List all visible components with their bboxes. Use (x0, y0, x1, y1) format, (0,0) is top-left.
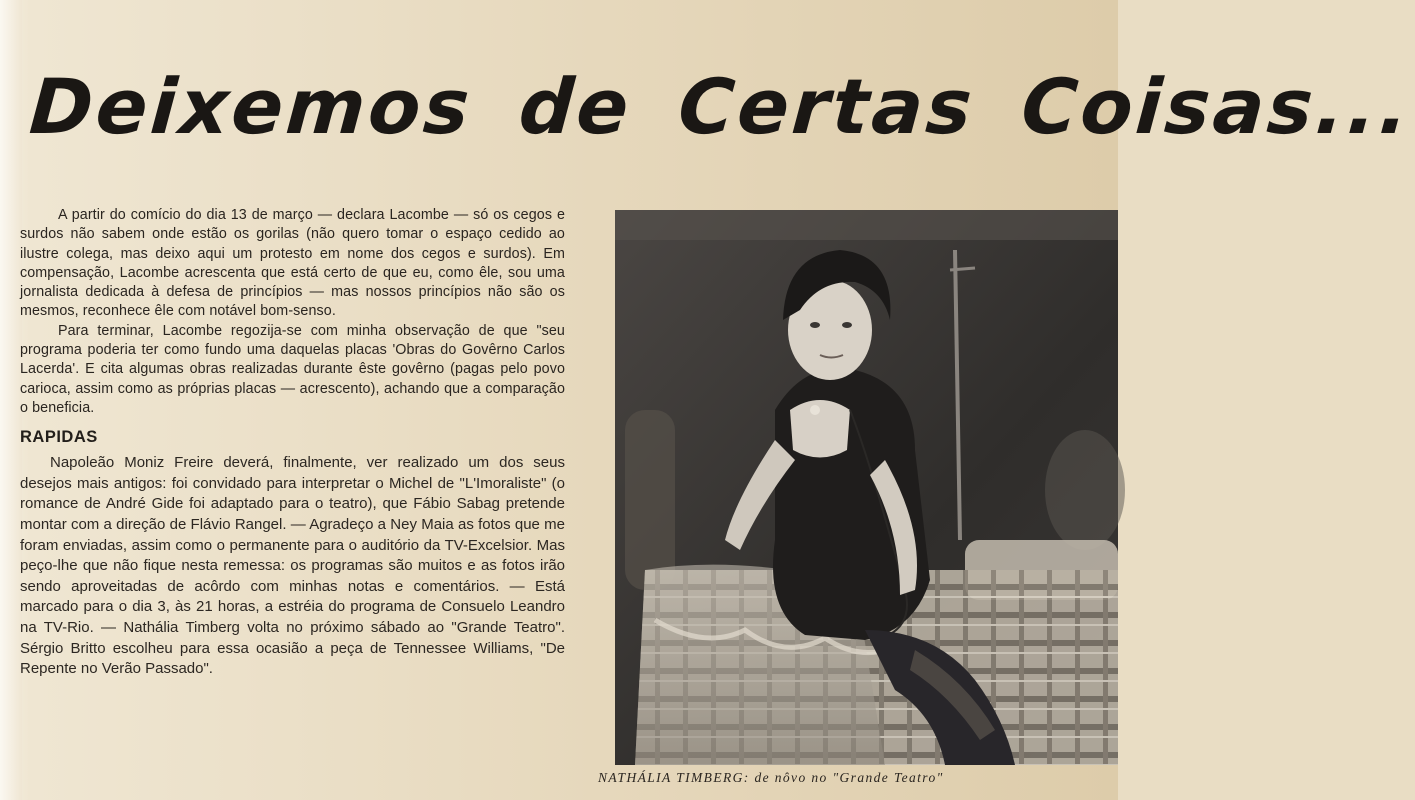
section-subhead: RAPIDAS (20, 428, 98, 447)
rapidas-paragraph: Napoleão Moniz Freire deverá, finalmente, ver realizado um dos seus desejos mais antigos: foi convidado para interpretar o Michel de "L'Imoraliste" (o romance de André Gide foi adaptado para o teatro), que Fábio Sabag pretende montar com a direção de Flávio Rangel. — Agradeço a Ney Maia as fotos que me foram enviadas, assim como o permanente para o auditório da TV-Excelsior. Mas peço-lhe que não fique nesta remessa: os programas são muitos e as fotos irão sendo aproveitadas de acôrdo com minhas notas e comentários. — Está marcado para o dia 3, às 21 horas, a estréia do programa de Consuelo Leandro na TV-Rio. — Nathália Timberg volta no próximo sábado ao "Grande Teatro". Sérgio Britto escolheu para essa ocasião a peça de Tennessee Williams, "De Repente no Verão Passado". (20, 454, 565, 678)
article-column (20, 206, 565, 796)
photo-image (615, 210, 1118, 765)
page-edge (0, 0, 22, 800)
headline: Deixemos de Certas Coisas... (26, 62, 1415, 151)
article-paragraph-1: A partir do comício do dia 13 de março — declara Lacombe — só os cegos e surdos não sabem onde estão os gorilas (não quero tomar o espaço cedido ao ilustre colega, mas deixo aqui um protesto em nome dos cegos e surdos). Em compensação, Lacombe acrescenta que está certo de que eu, como êle, sou uma jornalista dedicada à defesa de princípios — mas nossos princípios não são os mesmos, reconhece êle com notável bom-senso. (20, 207, 565, 320)
photo-caption: NATHÁLIA TIMBERG: de nôvo no "Grande Teatro" (598, 770, 944, 785)
photo (615, 210, 1118, 765)
article-paragraph-2: Para terminar, Lacombe regozija-se com minha observação de que "seu programa poderia ter como fundo uma daquelas placas 'Obras do Govêrno Carlos Lacerda'. E cita algumas obras realizadas durante êste govêrno (pagas pelo povo carioca, assim como as próprias placas — acrescento), achando que a comparação o beneficia. (20, 322, 565, 416)
